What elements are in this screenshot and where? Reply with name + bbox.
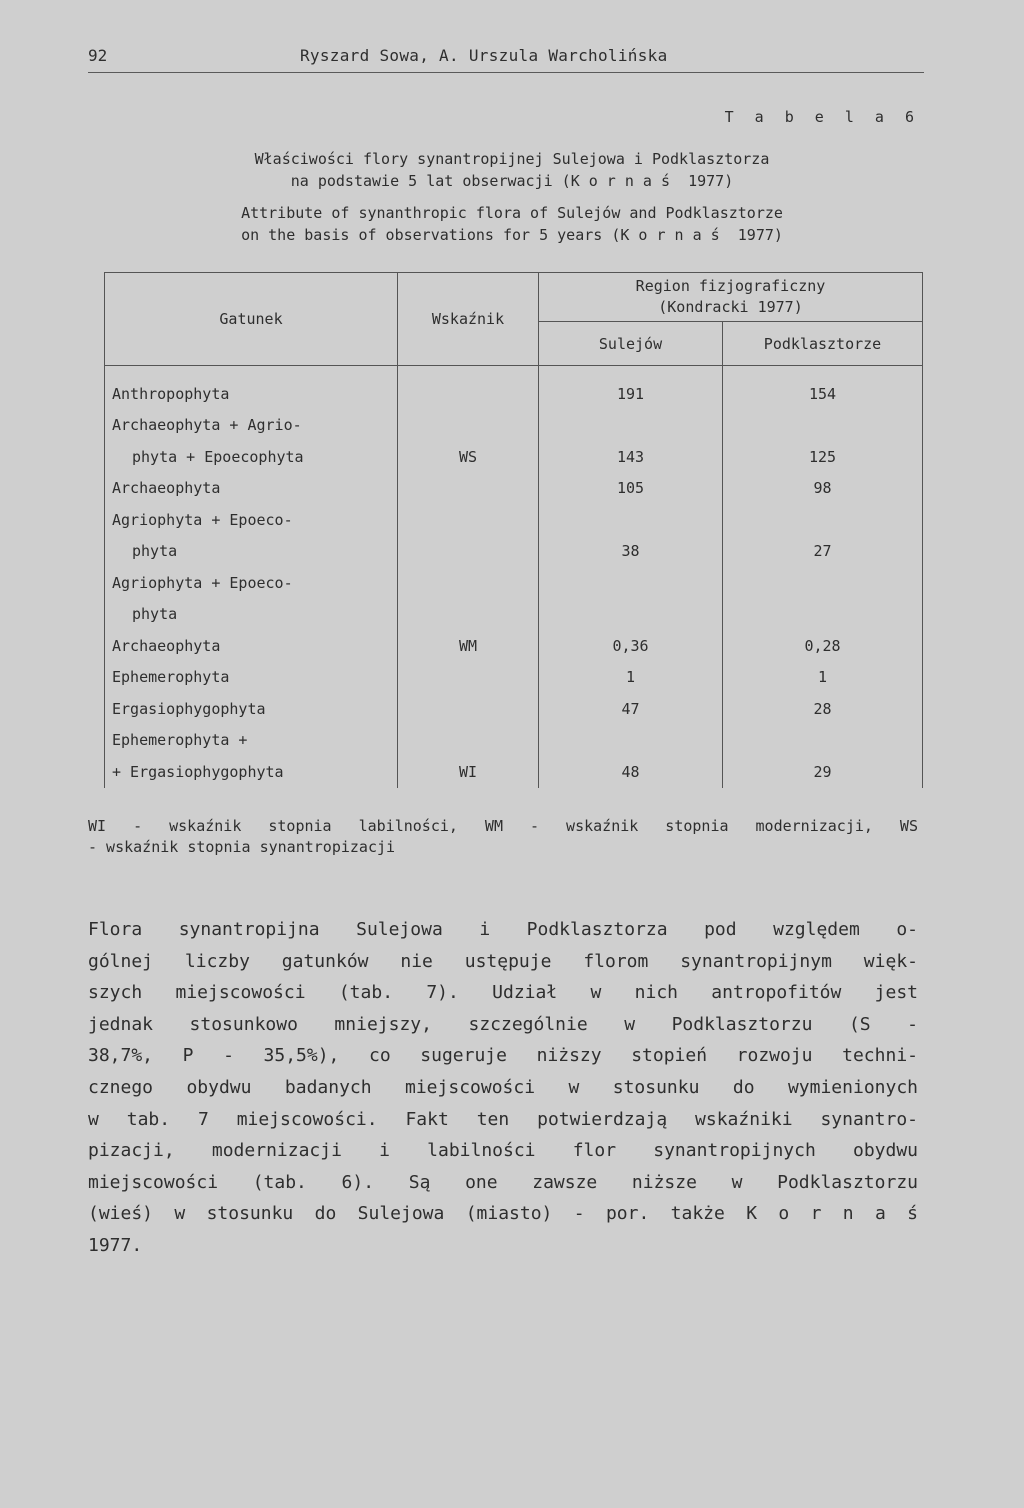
cell-species: Ephemerophyta + — [105, 725, 398, 757]
footnote-line-2: - wskaźnik stopnia synantropizacji — [88, 838, 396, 856]
footnote-line-1: WI - wskaźnik stopnia labilności, WM - wskaźnik stopnia modernizacji, WS — [88, 817, 918, 835]
table-footnote — [88, 816, 918, 858]
cell-species: phyta — [105, 599, 398, 631]
table-row — [105, 441, 923, 473]
caption-en-line-2: on the basis of observations for 5 years (K o r n a ś 1977) — [241, 226, 783, 244]
cell-index — [398, 662, 539, 694]
table-row — [105, 725, 923, 757]
header-index: Wskaźnik — [398, 273, 539, 366]
caption-pl-line-2: na podstawie 5 lat obserwacji (K o r n a ś 1977) — [290, 172, 734, 190]
table-row — [105, 630, 923, 662]
cell-species: phyta + Epoecophyta — [105, 441, 398, 473]
cell-podklasztorze — [723, 504, 923, 536]
cell-index — [398, 504, 539, 536]
cell-species: Archaeophyta — [105, 630, 398, 662]
cell-species: Agriophyta + Epoeco- — [105, 504, 398, 536]
body-line: w tab. 7 miejscowości. Fakt ten potwierdzają wskaźniki synantro- — [88, 1108, 918, 1130]
cell-podklasztorze: 28 — [723, 693, 923, 725]
table-row — [105, 756, 923, 788]
cell-species: + Ergasiophygophyta — [105, 756, 398, 788]
body-line: Flora synantropijna Sulejowa i Podklasztorza pod względem o- — [88, 919, 918, 940]
cell-sulejow: 47 — [539, 693, 723, 725]
cell-species: Anthropophyta — [105, 366, 398, 410]
cell-index — [398, 567, 539, 599]
cell-sulejow — [539, 567, 723, 599]
cell-podklasztorze: 1 — [723, 662, 923, 694]
cell-sulejow — [539, 599, 723, 631]
cell-sulejow: 105 — [539, 473, 723, 505]
table-label: T a b e l a 6 — [724, 108, 920, 126]
body-line: (wieś) w stosunku do Sulejowa (miasto) - por. także K o r n a ś — [88, 1203, 918, 1225]
cell-species: phyta — [105, 536, 398, 568]
cell-species: Archaeophyta + Agrio- — [105, 410, 398, 442]
table-row — [105, 599, 923, 631]
data-table — [104, 272, 923, 788]
cell-podklasztorze: 154 — [723, 366, 923, 410]
cell-sulejow — [539, 504, 723, 536]
cell-index — [398, 366, 539, 410]
cell-podklasztorze: 125 — [723, 441, 923, 473]
cell-index: WI — [398, 756, 539, 788]
table-row — [105, 662, 923, 694]
table-row — [105, 567, 923, 599]
header-podklasztorze: Podklasztorze — [723, 322, 923, 366]
body-line: miejscowości (tab. 6). Są one zawsze niższe w Podklasztorzu — [88, 1171, 918, 1193]
cell-index — [398, 536, 539, 568]
caption-pl-line-1: Właściwości flory synantropijnej Sulejowa i Podklasztorza — [254, 150, 770, 168]
header-species: Gatunek — [105, 273, 398, 366]
page-number: 92 — [88, 46, 108, 65]
cell-podklasztorze — [723, 599, 923, 631]
cell-index — [398, 693, 539, 725]
body-line: cznego obydwu badanych miejscowości w stosunku do wymienionych — [88, 1076, 918, 1098]
table-row — [105, 693, 923, 725]
cell-species: Ergasiophygophyta — [105, 693, 398, 725]
table-row — [105, 410, 923, 442]
caption-en-line-1: Attribute of synanthropic flora of Sulejów and Podklasztorze — [241, 204, 783, 222]
cell-sulejow: 191 — [539, 366, 723, 410]
running-header-authors: Ryszard Sowa, A. Urszula Warcholińska — [300, 46, 668, 65]
table-row — [105, 473, 923, 505]
body-line: 38,7%, P - 35,5%), co sugeruje niższy stopień rozwoju techni- — [88, 1045, 918, 1067]
cell-podklasztorze: 98 — [723, 473, 923, 505]
body-line: szych miejscowości (tab. 7). Udział w nich antropofitów jest — [88, 982, 918, 1004]
body-line: gólnej liczby gatunków nie ustępuje florom synantropijnym więk- — [88, 950, 918, 972]
cell-species: Ephemerophyta — [105, 662, 398, 694]
table-row — [105, 504, 923, 536]
cell-sulejow: 48 — [539, 756, 723, 788]
body-line: pizacji, modernizacji i labilności flor synantropijnych obydwu — [88, 1140, 918, 1162]
cell-index: WS — [398, 441, 539, 473]
body-line: 1977. — [88, 1234, 143, 1256]
cell-podklasztorze — [723, 410, 923, 442]
cell-podklasztorze: 29 — [723, 756, 923, 788]
cell-podklasztorze — [723, 725, 923, 757]
header-sulejow: Sulejów — [539, 322, 723, 366]
cell-index — [398, 599, 539, 631]
running-header — [88, 46, 924, 73]
body-line: jednak stosunkowo mniejszy, szczególnie w Podklasztorzu (S - — [88, 1013, 918, 1035]
cell-species: Agriophyta + Epoeco- — [105, 567, 398, 599]
table-row — [105, 366, 923, 410]
cell-index: WM — [398, 630, 539, 662]
cell-sulejow: 143 — [539, 441, 723, 473]
table-row — [105, 536, 923, 568]
header-region: Region fizjograficzny (Kondracki 1977) — [539, 273, 923, 322]
cell-species: Archaeophyta — [105, 473, 398, 505]
cell-podklasztorze: 0,28 — [723, 630, 923, 662]
cell-podklasztorze: 27 — [723, 536, 923, 568]
cell-sulejow: 1 — [539, 662, 723, 694]
body-paragraph — [88, 914, 918, 1262]
cell-sulejow: 0,36 — [539, 630, 723, 662]
cell-podklasztorze — [723, 567, 923, 599]
cell-index — [398, 410, 539, 442]
cell-sulejow: 38 — [539, 536, 723, 568]
cell-sulejow — [539, 410, 723, 442]
cell-sulejow — [539, 725, 723, 757]
cell-index — [398, 725, 539, 757]
cell-index — [398, 473, 539, 505]
